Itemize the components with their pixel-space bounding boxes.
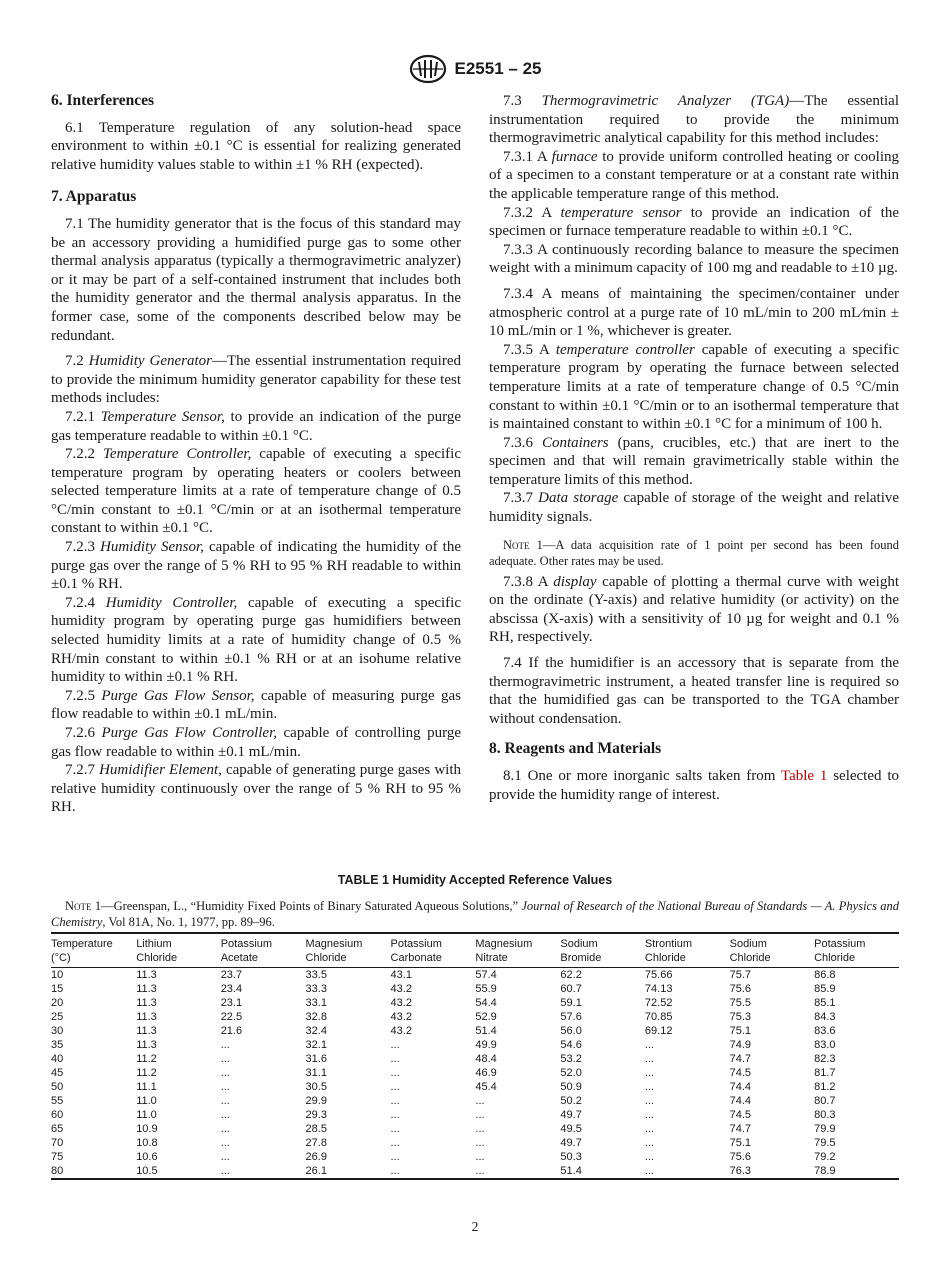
table-cell: 84.3 xyxy=(814,1011,836,1023)
table-row xyxy=(51,1136,899,1150)
table-cell: 74.4 xyxy=(729,1081,752,1093)
table-cell: 86.8 xyxy=(814,969,836,981)
table-cell: ... xyxy=(220,1123,230,1135)
table-cell: 54.4 xyxy=(475,997,497,1009)
table-cell: ... xyxy=(390,1039,400,1051)
section-heading-reagents: 8. Reagents and Materials xyxy=(489,740,662,758)
table-cell: 10 xyxy=(51,969,64,981)
table-cell: ... xyxy=(644,1039,655,1051)
column-header: Potassium Acetate xyxy=(221,933,306,968)
table-cell: 85.1 xyxy=(814,997,836,1009)
column-header: Potassium Chloride xyxy=(814,933,899,968)
table-cell: ... xyxy=(475,1109,485,1121)
paragraph-7-3-2: 7.3.2 A temperature sensor to provide an indication of the specimen or furnace temperature readable to within ±0.1 °C. xyxy=(489,204,899,240)
column-header: Lithium Chloride xyxy=(136,933,221,968)
table-cell: 11.0 xyxy=(136,1109,157,1121)
table-cell: ... xyxy=(644,1095,655,1107)
paragraph-7-2: 7.2 Humidity Generator—The essential instrumentation required to provide the minimum humidity generator capability for these test methods includes: xyxy=(51,353,461,407)
paragraph-7-2-7: 7.2.7 Humidifier Element, capable of generating purge gases with relative humidity continuously over the range of 5 % RH to 95 % RH. xyxy=(51,762,461,816)
table-cell: 32.8 xyxy=(305,1011,327,1023)
table-cell: ... xyxy=(390,1095,400,1107)
table-cell: 29.9 xyxy=(305,1095,327,1107)
table-cell: 80 xyxy=(51,1164,136,1179)
column-header: Strontium Chloride xyxy=(645,933,730,968)
table-cell: 57.6 xyxy=(560,1011,582,1023)
paragraph-7-4: 7.4 If the humidifier is an accessory that is separate from the thermogravimetric instrument, a heated transfer line is required so that the humidified gas can be transported to the TGA chamber without condensation. xyxy=(489,655,899,727)
table-cell: 33.1 xyxy=(305,997,327,1009)
paragraph-8-1: 8.1 One or more inorganic salts taken from Table 1 selected to provide the humidity range of interest. xyxy=(489,768,899,803)
table-cell: 72.52 xyxy=(644,997,673,1009)
table-cell: 74.7 xyxy=(729,1053,752,1065)
table-cell: 49.9 xyxy=(475,1039,497,1051)
section-heading-interferences: 6. Interferences xyxy=(51,92,155,109)
table-cell: 76.3 xyxy=(730,1164,815,1179)
paragraph-7-3-1: 7.3.1 A furnace to provide uniform controlled heating or cooling of a specimen to a constant temperature or at a constant rate within the applicable temperature range of this method. xyxy=(489,148,899,202)
table-cell: ... xyxy=(220,1067,230,1079)
table-cell: 75.3 xyxy=(729,1011,752,1023)
table-cell: 83.0 xyxy=(814,1039,836,1051)
paragraph-7-2-2: 7.2.2 Temperature Controller, capable of executing a specific temperature program by operating heaters or coolers between selected temperature limits at a rate of temperature change of 0.5 °C/min constant to ±0.1 °C/min or at an isothermal temperature constant to within ±0.1 °C. xyxy=(51,446,461,537)
table-row xyxy=(51,1080,899,1094)
table-cell: 50 xyxy=(51,1081,64,1093)
table-cell: ... xyxy=(644,1123,655,1135)
table-cell: 52.0 xyxy=(560,1067,582,1079)
table-cell: 49.7 xyxy=(560,1109,582,1121)
table-cell: 74.5 xyxy=(729,1067,752,1079)
table-row xyxy=(51,1010,899,1024)
note-1: Note 1—A data acquisition rate of 1 point per second has been found adequate. Other rates may be used. xyxy=(489,537,899,568)
table-cell: ... xyxy=(220,1081,230,1093)
table-cell: 75.7 xyxy=(729,969,752,981)
table-cell: 53.2 xyxy=(560,1053,582,1065)
table-title: TABLE 1 Humidity Accepted Reference Values xyxy=(337,873,613,887)
table-cell: 74.4 xyxy=(729,1095,752,1107)
paragraph-7-2-1: 7.2.1 Temperature Sensor, to provide an indication of the purge gas temperature readable to within ±0.1 °C. xyxy=(51,408,461,444)
paragraph-7-2-3: 7.2.3 Humidity Sensor, capable of indicating the humidity of the purge gas over the range of 5 % RH to 95 % RH readable to within ±0.1 % RH. xyxy=(51,539,461,593)
table-cell: 74.9 xyxy=(729,1039,752,1051)
table-cell: ... xyxy=(220,1053,230,1065)
table-cell: 25 xyxy=(51,1011,64,1023)
table-cell: 29.3 xyxy=(305,1109,327,1121)
table-cell: 35 xyxy=(51,1039,64,1051)
table-cell: 49.7 xyxy=(560,1137,582,1149)
table-cell: ... xyxy=(220,1039,230,1051)
table-cell: 50.9 xyxy=(560,1081,582,1093)
table-cell: 11.3 xyxy=(136,1039,157,1051)
table-cell: ... xyxy=(390,1081,400,1093)
table-cell: ... xyxy=(390,1151,400,1163)
paragraph-7-3-6: 7.3.6 Containers (pans, crucibles, etc.) that are inert to the specimen and that will remain gravimetrically stable within the temperature limits of this method. xyxy=(489,434,899,488)
table-cell: ... xyxy=(644,1067,655,1079)
table-cell: 56.0 xyxy=(560,1025,582,1037)
table-cell: 11.3 xyxy=(136,1011,157,1023)
table-cell: 10.8 xyxy=(136,1137,158,1149)
left-column xyxy=(51,92,461,817)
table-header-row xyxy=(51,933,899,968)
table-cell: 85.9 xyxy=(814,983,836,995)
table-cell: 82.3 xyxy=(814,1053,836,1065)
table-cell: ... xyxy=(475,1164,560,1179)
table-cell: 40 xyxy=(51,1053,64,1065)
table-cell: 43.1 xyxy=(390,969,412,981)
table-cell: 15 xyxy=(51,983,64,995)
table-cell: ... xyxy=(390,1123,400,1135)
table-cell: 11.2 xyxy=(136,1053,157,1065)
table-cell: 75 xyxy=(51,1151,64,1163)
table-cell: ... xyxy=(390,1109,400,1121)
paragraph-7-2-4: 7.2.4 Humidity Controller, capable of executing a specific humidity program by operating purge gas humidifiers between selected humidity limits at a rate of humidity change of 0.5 % RH/min constant to within ±0.1 % RH or at an isohume relative humidity to within ±0.1 % RH. xyxy=(51,594,462,686)
paragraph-7-2-6: 7.2.6 Purge Gas Flow Controller, capable of controlling purge gas flow readable to within ±0.1 mL/min. xyxy=(51,725,462,760)
table-cell: ... xyxy=(220,1137,230,1149)
table-row xyxy=(51,996,899,1010)
table-cell: 75.6 xyxy=(729,1151,752,1163)
table-cell: 74.5 xyxy=(729,1109,752,1121)
column-header: Sodium Chloride xyxy=(730,933,815,968)
table-row xyxy=(51,982,899,996)
table-cell: 74.7 xyxy=(729,1123,752,1135)
table-cell: 26.9 xyxy=(305,1151,327,1163)
table-cell: 75.1 xyxy=(729,1137,752,1149)
table-cell: ... xyxy=(390,1067,400,1079)
table-cell: 75.1 xyxy=(729,1025,752,1037)
table-row xyxy=(51,1052,899,1066)
table-cell: ... xyxy=(390,1137,400,1149)
table-cell: 60 xyxy=(51,1109,64,1121)
table-cell: 32.1 xyxy=(305,1039,327,1051)
table-cell: 11.3 xyxy=(136,969,157,981)
table-cell: 65 xyxy=(51,1123,64,1135)
table-cell: 28.5 xyxy=(305,1123,327,1135)
table-cell: 54.6 xyxy=(560,1039,582,1051)
table-cell: 48.4 xyxy=(475,1053,497,1065)
table-cell: 11.3 xyxy=(136,1025,157,1037)
table-cell: 20 xyxy=(51,997,64,1009)
table-cell: ... xyxy=(221,1164,306,1179)
table-cell: ... xyxy=(220,1151,230,1163)
paragraph-7-3-3: 7.3.3 A continuously recording balance to measure the specimen weight with a minimum capacity of 100 mg and readable to ±10 µg. xyxy=(489,241,899,277)
table-cell: 26.1 xyxy=(306,1164,391,1179)
table-cell: ... xyxy=(644,1081,655,1093)
table-cell: 83.6 xyxy=(814,1025,836,1037)
table-cell: 33.5 xyxy=(305,969,327,981)
table-cell: 43.2 xyxy=(390,983,412,995)
table-row xyxy=(51,1122,899,1136)
paragraph-7-3-5: 7.3.5 A temperature controller capable of executing a specific temperature program by operating the furnace between selected temperature limits at a rate of temperature change of 0.5 °C/min constant to within ±0.1 °C/min or to an isothermal temperature that is maintained constant to within ±0.1 °C for a minimum of 100 h. xyxy=(489,341,899,433)
table-cell: 23.1 xyxy=(220,997,243,1009)
paragraph-7-2-5: 7.2.5 Purge Gas Flow Sensor, capable of measuring purge gas flow readable to within ±0.1 mL/min. xyxy=(51,687,462,723)
column-header: Magnesium Nitrate xyxy=(475,933,560,968)
table-cell: 11.0 xyxy=(136,1095,157,1107)
table-cell: 46.9 xyxy=(475,1067,497,1079)
table-cell: 55.9 xyxy=(475,983,497,995)
table-cell: 45 xyxy=(51,1067,64,1079)
table-cell: 80.3 xyxy=(814,1109,836,1121)
table-cell: 75.66 xyxy=(644,969,673,981)
table-cell: 33.3 xyxy=(305,983,327,995)
table-cell: 10.6 xyxy=(136,1151,158,1163)
table-cell: 43.2 xyxy=(390,1025,412,1037)
table-cell: 45.4 xyxy=(475,1081,497,1093)
table-cell: 10.5 xyxy=(136,1164,221,1179)
table-cell: 81.2 xyxy=(814,1081,836,1093)
humidity-reference-table xyxy=(51,932,899,1180)
table-row xyxy=(51,1150,899,1164)
table-cell: ... xyxy=(644,1109,655,1121)
table-cell: 75.5 xyxy=(729,997,752,1009)
table-cell: 31.1 xyxy=(305,1067,327,1079)
page-header xyxy=(0,54,950,89)
table-cell: 30.5 xyxy=(305,1081,327,1093)
table-cell: 11.3 xyxy=(136,997,157,1009)
table-cell: 62.2 xyxy=(560,969,582,981)
table-cell: ... xyxy=(220,1109,230,1121)
document-designation: E2551 – 25 xyxy=(454,59,542,78)
table-cell: 32.4 xyxy=(305,1025,327,1037)
table-cell: 30 xyxy=(51,1025,64,1037)
table-cell: 70.85 xyxy=(644,1011,673,1023)
table-cell: 57.4 xyxy=(475,969,497,981)
table-cell: 49.5 xyxy=(560,1123,582,1135)
table-row xyxy=(51,1094,899,1108)
table-cell: ... xyxy=(644,1053,655,1065)
table-cell: 79.5 xyxy=(814,1137,836,1149)
table-cell: ... xyxy=(644,1151,655,1163)
table-cell: 11.1 xyxy=(136,1081,157,1093)
table-cell: 80.7 xyxy=(814,1095,836,1107)
table-row xyxy=(51,968,899,983)
paragraph-7-3: 7.3 Thermogravimetric Analyzer (TGA)—The essential instrumentation required to provide the minimum thermogravimetric analytical capability for this method includes: xyxy=(489,93,899,147)
paragraph-7-3-4: 7.3.4 A means of maintaining the specimen/container under atmospheric control at a purge rate of 10 mL/min to 200 mL⁄min ± 10 mL/min or 1 %, whichever is greater. xyxy=(489,285,899,340)
table-row xyxy=(51,1038,899,1052)
table-row xyxy=(51,1108,899,1122)
table-row xyxy=(51,1024,899,1038)
table-cell: 27.8 xyxy=(305,1137,327,1149)
table-row xyxy=(51,1164,899,1179)
table-cell: ... xyxy=(475,1123,485,1135)
table-cell: ... xyxy=(475,1095,485,1107)
table-cell: ... xyxy=(475,1151,485,1163)
column-header: Magnesium Chloride xyxy=(306,933,391,968)
column-header: Potassium Carbonate xyxy=(391,933,476,968)
table-cell: 11.3 xyxy=(136,983,157,995)
column-header: Temperature (°C) xyxy=(51,933,136,968)
table-cell: 10.9 xyxy=(136,1123,158,1135)
table-cell: 52.9 xyxy=(475,1011,497,1023)
table-cell: 79.9 xyxy=(814,1123,836,1135)
table-cell: 23.4 xyxy=(220,983,243,995)
paragraph-6-1: 6.1 Temperature regulation of any solution-head space environment to within ±0.1 °C is essential for realizing generated relative humidity values stable to within ±1 % RH (expected). xyxy=(51,119,461,173)
table-cell: 23.7 xyxy=(220,969,243,981)
table-cell: 75.6 xyxy=(729,983,752,995)
table-row xyxy=(51,1066,899,1080)
table-cell: 22.5 xyxy=(220,1011,243,1023)
table-cell: 70 xyxy=(51,1137,64,1149)
paragraph-7-3-8: 7.3.8 A display capable of plotting a thermal curve with weight on the ordinate (Y-axis) and relative humidity (or activity) on the abscissa (X-axis) with a sensitivity of 10 µg for weight and 0.1 % RH, respectively. xyxy=(489,573,899,646)
table-cell: 79.2 xyxy=(814,1151,836,1163)
table-cell: ... xyxy=(645,1164,730,1179)
table-cell: 51.4 xyxy=(475,1025,497,1037)
table-cell: ... xyxy=(391,1164,476,1179)
table-cell: ... xyxy=(475,1137,485,1149)
table-cell: 55 xyxy=(51,1095,64,1107)
page-number: 2 xyxy=(471,1219,479,1234)
table-cell: 43.2 xyxy=(390,997,412,1009)
table-cell: 31.6 xyxy=(305,1053,327,1065)
table-cell: 21.6 xyxy=(220,1025,243,1037)
table-cell: ... xyxy=(390,1053,400,1065)
table-1-link[interactable]: Table 1 xyxy=(780,768,828,784)
table-cell: 50.2 xyxy=(560,1095,582,1107)
table-cell: 51.4 xyxy=(560,1164,645,1179)
table-cell: 69.12 xyxy=(644,1025,673,1037)
table-cell: 43.2 xyxy=(390,1011,412,1023)
table-note: Note 1—Greenspan, L., “Humidity Fixed Points of Binary Saturated Aqueous Solutions,” Journal of Research of the National Bureau of Standards — A. Physics and Chemistry, Vol 81A, No. 1, 1977, pp. 89–96. xyxy=(51,899,899,929)
paragraph-7-1: 7.1 The humidity generator that is the focus of this standard may be an accessory providing a humidified purge gas to some other thermal analysis apparatus (typically a thermogravimetric analyzer) or it may be part of a self-contained instrument that includes both the humidity generator and the thermal analysis apparatus. In the former case, some of the components described below may be redundant. xyxy=(51,215,461,344)
section-heading-apparatus: 7. Apparatus xyxy=(51,188,137,206)
table-cell: ... xyxy=(644,1137,655,1149)
column-header: Sodium Bromide xyxy=(560,933,645,968)
table-cell: 50.3 xyxy=(560,1151,582,1163)
table-cell: 11.2 xyxy=(136,1067,157,1079)
right-column xyxy=(489,92,899,804)
table-cell: ... xyxy=(220,1095,230,1107)
table-cell: 74.13 xyxy=(644,983,673,995)
table-cell: 78.9 xyxy=(814,1164,899,1179)
table-cell: 60.7 xyxy=(560,983,582,995)
table-cell: 81.7 xyxy=(814,1067,836,1079)
astm-logo-icon xyxy=(409,54,447,84)
table-cell: 59.1 xyxy=(560,997,582,1009)
paragraph-7-3-7: 7.3.7 Data storage capable of storage of the weight and relative humidity signals. xyxy=(489,490,900,526)
